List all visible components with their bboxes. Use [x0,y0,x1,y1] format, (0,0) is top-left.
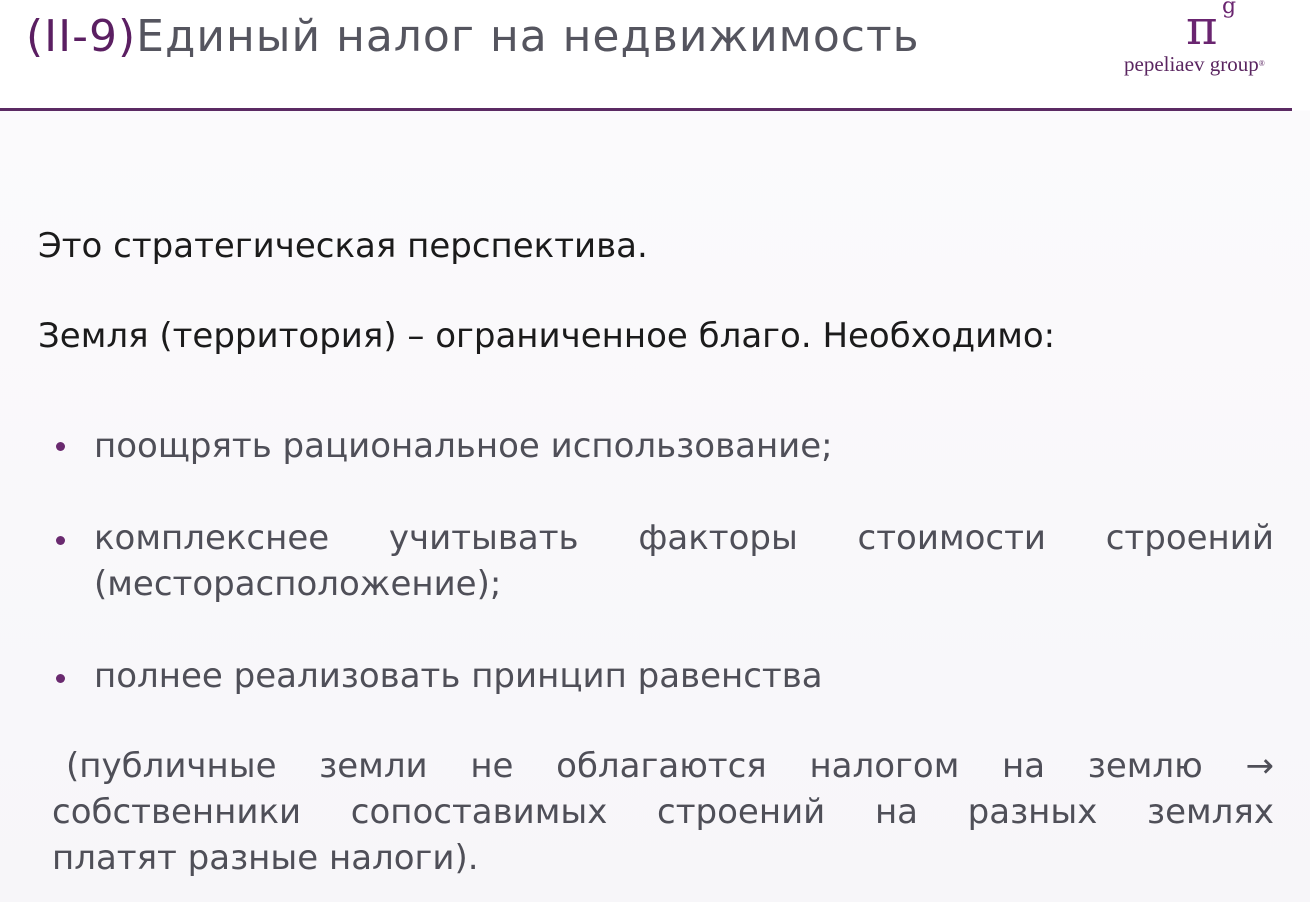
note-word: не [470,746,514,786]
note-word: землях [1147,792,1274,832]
note-line-1 [66,744,1274,788]
bullet-dot-3 [56,674,65,683]
bullet-item-3: полнее реализовать принцип равенства [94,656,823,696]
logo-text: pepeliaev group [1124,52,1259,76]
note-word: разных [967,792,1098,832]
note-line-3: платят разные налоги). [52,838,479,878]
header-divider [0,108,1292,111]
bullet-dot-1 [56,442,65,451]
logo-superscript-g: g [1222,0,1237,19]
bullet-item-2-line-2: (месторасположение); [94,564,502,604]
logo-wordmark [1124,52,1265,76]
note-word: налогом [809,746,960,786]
lead-text: Земля (территория) – ограниченное благо. Необходимо: [38,316,1056,356]
logo-pi-symbol: π [1186,0,1218,56]
note-word: земли [319,746,428,786]
bullet-item-2-line-1 [94,516,1274,560]
bullet-2-word: строений [1105,518,1274,558]
note-word: на [874,792,919,832]
note-word: собственники [52,792,302,832]
note-line-2 [52,790,1274,834]
bullet-2-word: стоимости [857,518,1046,558]
note-word: на [1002,746,1046,786]
bullet-item-1: поощрять рациональное использование; [94,426,833,466]
note-word: землю [1087,746,1203,786]
bullet-2-word: комплекснее [94,518,330,558]
intro-text: Это стратегическая перспектива. [38,226,648,266]
arrow-right-icon: → [1245,746,1274,786]
pepeliaev-group-logo [1124,2,1294,82]
bullet-dot-2 [56,536,65,545]
note-word: сопоставимых [350,792,608,832]
note-word: строений [657,792,826,832]
title-text: Единый налог на недвижимость [136,11,920,62]
bullet-2-word: учитывать [388,518,579,558]
logo-registered-mark: ® [1258,59,1265,68]
title-code: (II-9) [26,11,137,62]
page-title [26,10,920,64]
bullet-2-word: факторы [638,518,798,558]
note-word: облагаются [556,746,767,786]
note-word: (публичные [66,746,277,786]
